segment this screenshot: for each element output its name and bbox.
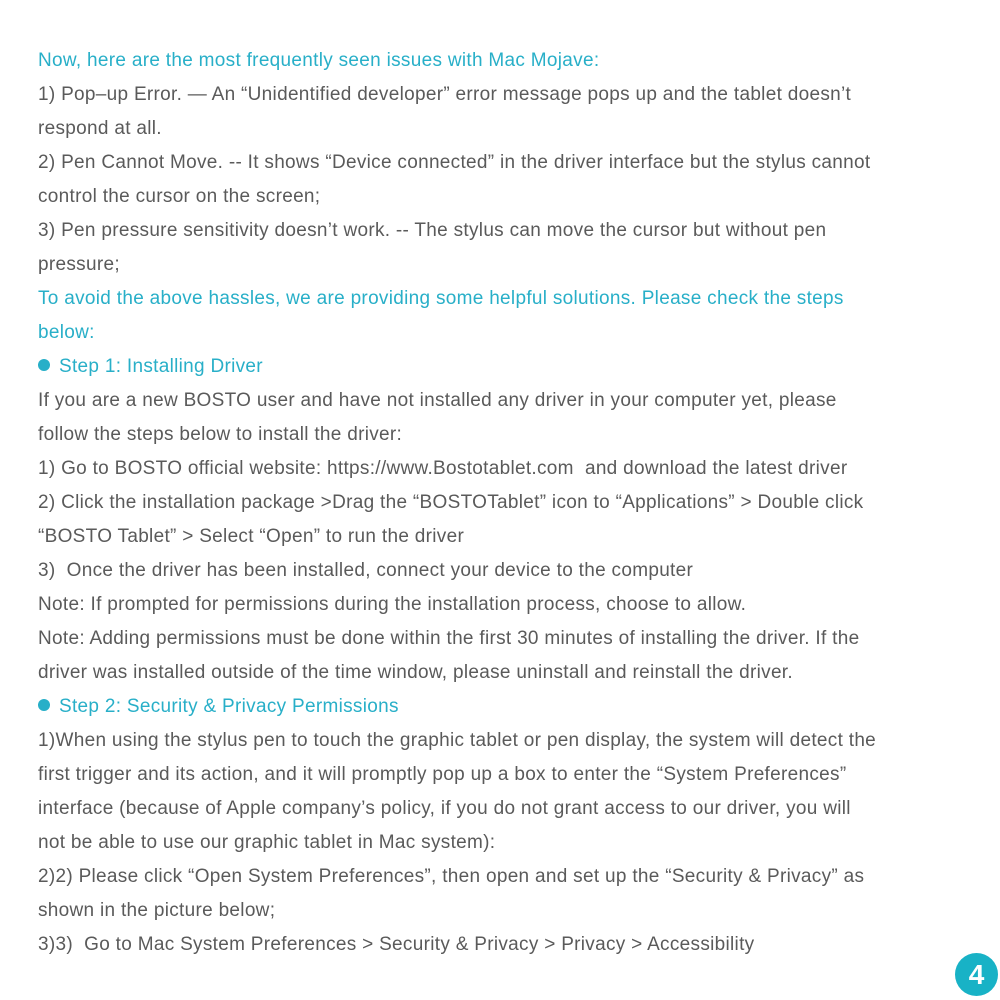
text-line: “BOSTO Tablet” > Select “Open” to run the driver (38, 526, 465, 547)
step-bullet-icon (38, 359, 50, 371)
text-line: not be able to use our graphic tablet in Mac system): (38, 832, 496, 853)
text-line: pressure; (38, 254, 120, 275)
text-line: Note: If prompted for permissions during the installation process, choose to allow. (38, 594, 747, 615)
text-line: 2) Click the installation package >Drag the “BOSTOTablet” icon to “Applications” > Double click (38, 492, 864, 513)
text-line: follow the steps below to install the driver: (38, 424, 403, 445)
step2-heading (38, 690, 876, 724)
section-heading-issues: Now, here are the most frequently seen issues with Mac Mojave: (38, 50, 600, 71)
section-heading-solutions-cont: below: (38, 322, 95, 343)
text-line: Note: Adding permissions must be done within the first 30 minutes of installing the driver. If the (38, 628, 860, 649)
text-line: 1) Pop–up Error. — An “Unidentified developer” error message pops up and the tablet doesn’t (38, 84, 852, 105)
document-content (38, 44, 876, 962)
text-line: If you are a new BOSTO user and have not installed any driver in your computer yet, please (38, 390, 837, 411)
text-line: 1)When using the stylus pen to touch the graphic tablet or pen display, the system will detect the (38, 730, 877, 751)
text-line: first trigger and its action, and it will promptly pop up a box to enter the “System Preferences” (38, 764, 847, 785)
text-line: 2) Pen Cannot Move. -- It shows “Device connected” in the driver interface but the stylus cannot (38, 152, 871, 173)
page-number: 4 (968, 959, 985, 990)
step2-heading-label: Step 2: Security & Privacy Permissions (59, 696, 399, 717)
text-line: driver was installed outside of the time window, please uninstall and reinstall the driver. (38, 662, 793, 683)
text-line: interface (because of Apple company’s policy, if you do not grant access to our driver, you will (38, 798, 851, 819)
text-line: shown in the picture below; (38, 900, 276, 921)
text-line: respond at all. (38, 118, 162, 139)
text-line: 3) Once the driver has been installed, connect your device to the computer (38, 560, 694, 581)
page-number-badge (955, 953, 998, 996)
text-line: 1) Go to BOSTO official website: https://www.Bostotablet.com and download the latest driver (38, 458, 848, 479)
text-line: 3)3) Go to Mac System Preferences > Security & Privacy > Privacy > Accessibility (38, 934, 755, 955)
step1-heading-label: Step 1: Installing Driver (59, 356, 263, 377)
step1-heading (38, 350, 876, 384)
text-line: 2)2) Please click “Open System Preferences”, then open and set up the “Security & Privacy” as (38, 866, 865, 887)
text-line: control the cursor on the screen; (38, 186, 321, 207)
section-heading-solutions: To avoid the above hassles, we are providing some helpful solutions. Please check the steps (38, 288, 844, 309)
step-bullet-icon (38, 699, 50, 711)
text-line: 3) Pen pressure sensitivity doesn’t work. -- The stylus can move the cursor but without pen (38, 220, 827, 241)
